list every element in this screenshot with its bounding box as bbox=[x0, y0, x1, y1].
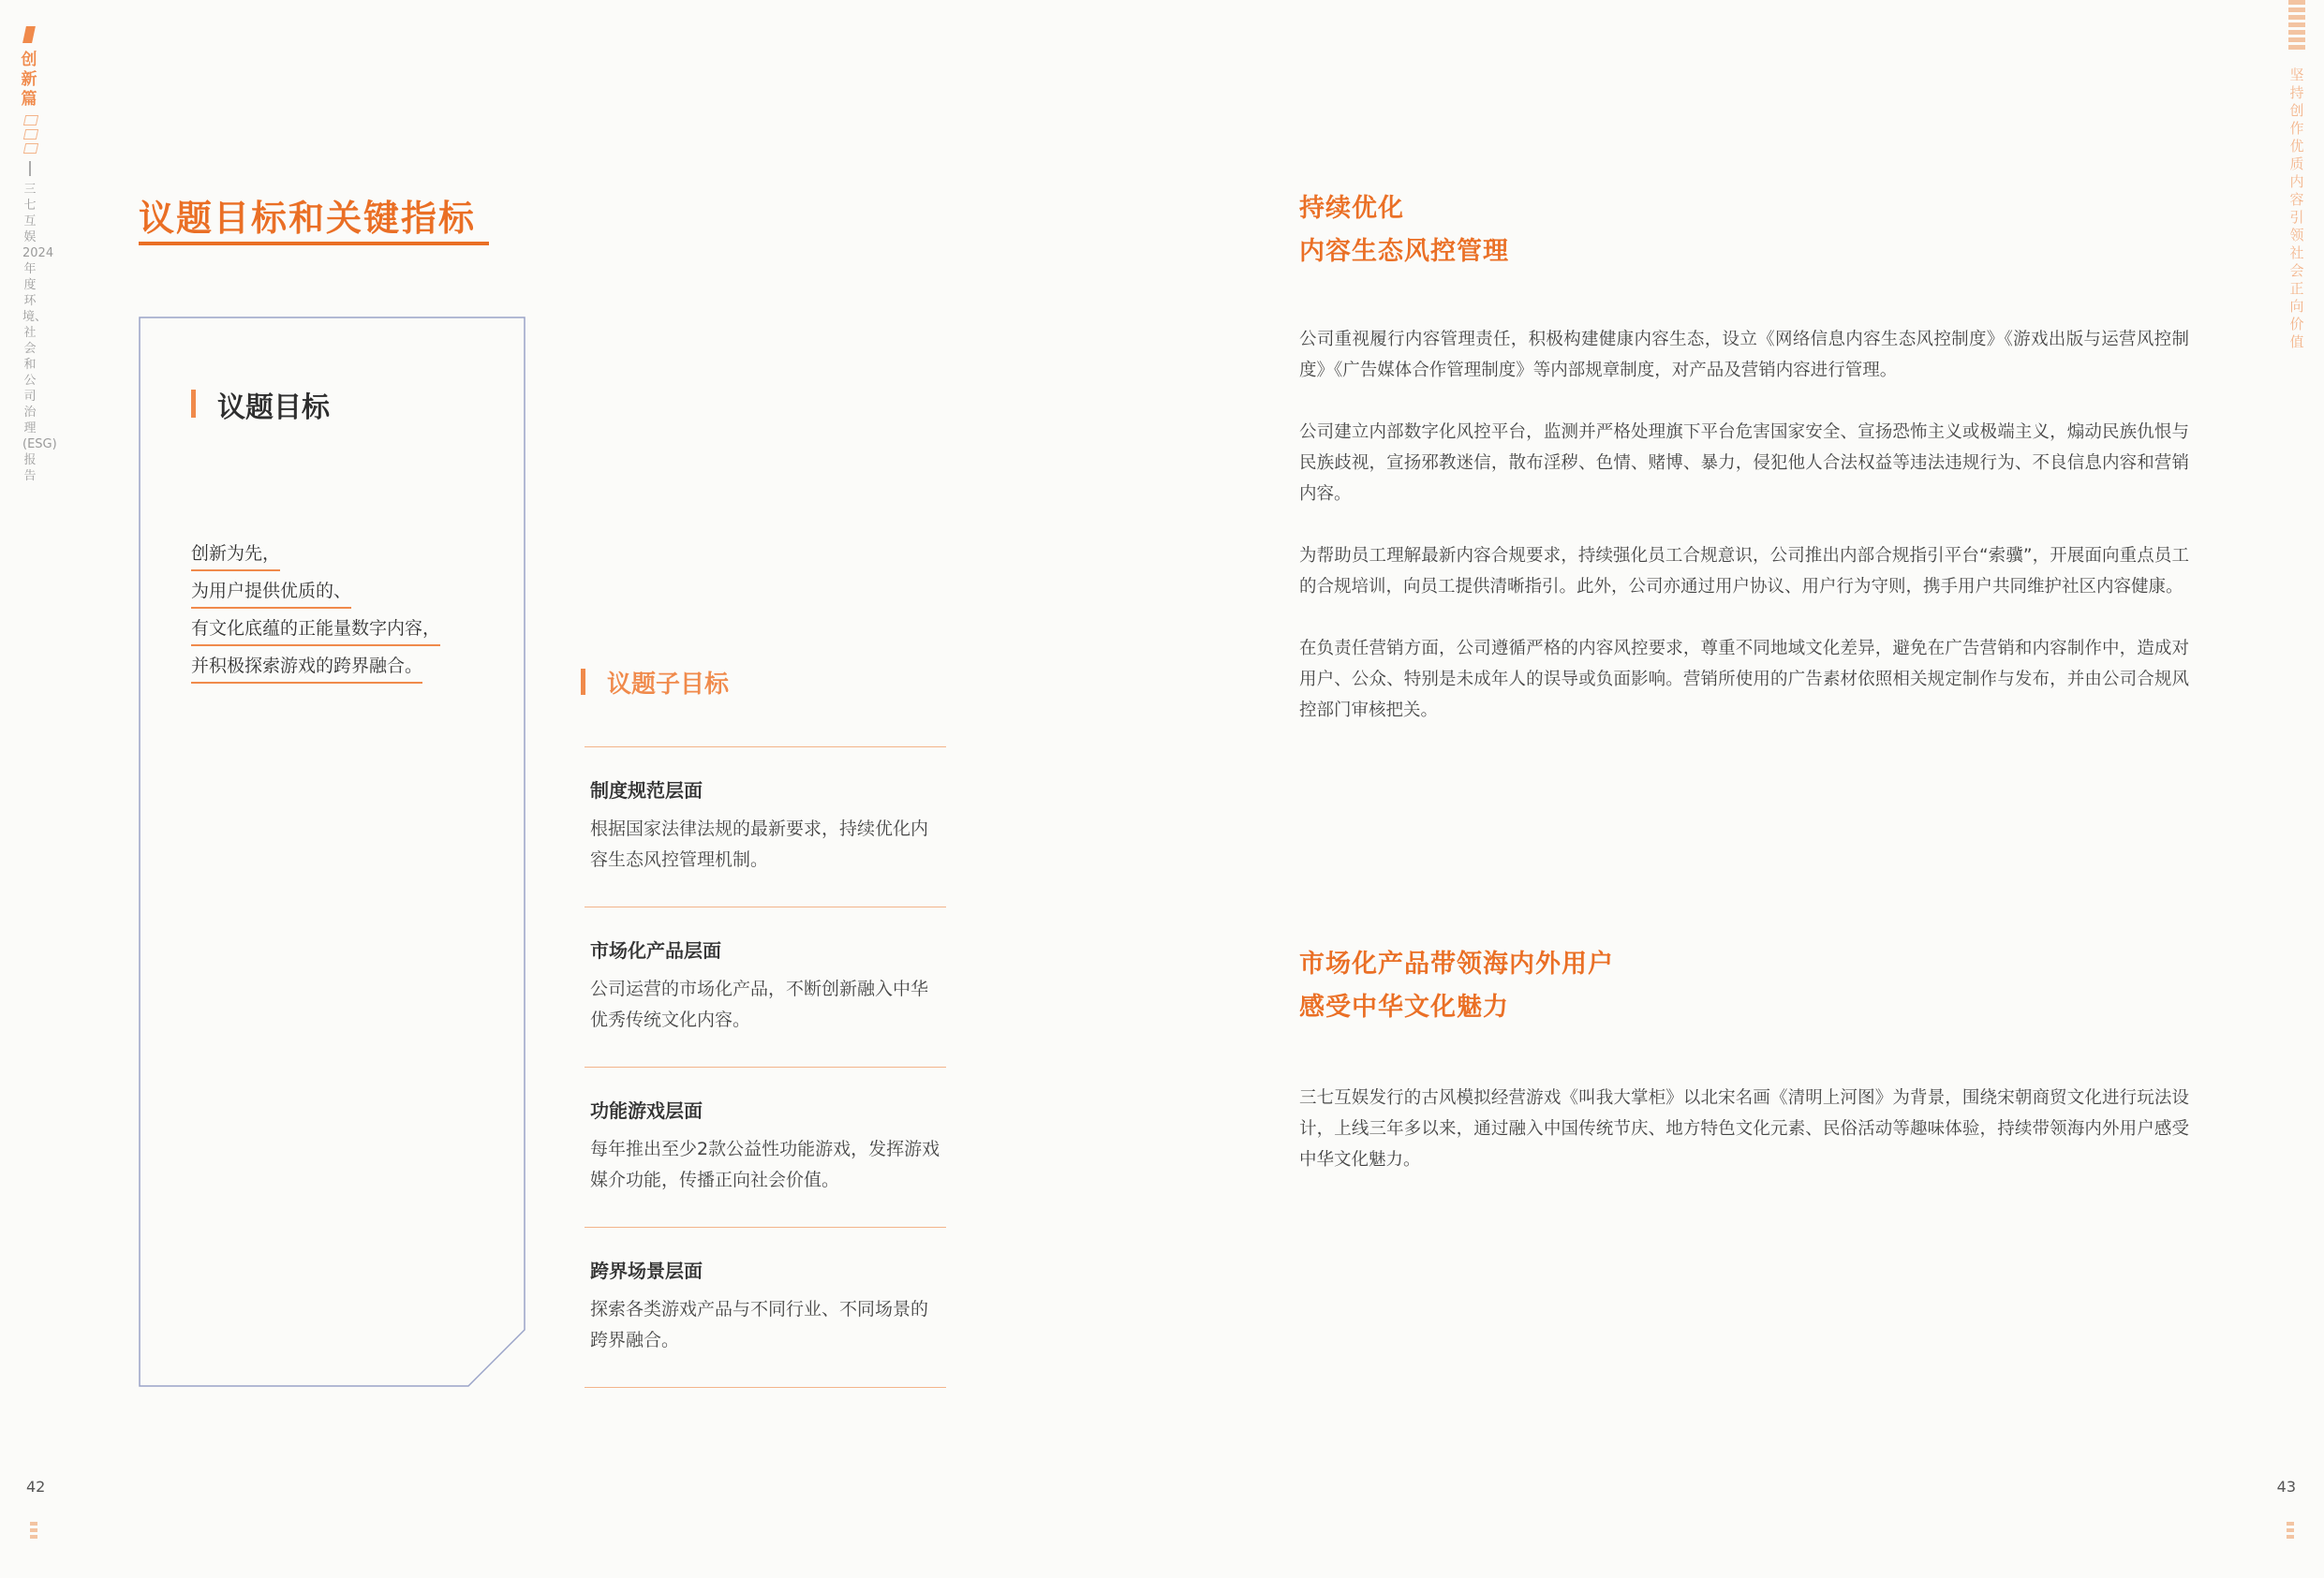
section1-paragraph: 为帮助员工理解最新内容合规要求，持续强化员工合规意识，公司推出内部合规指引平台“索骥”，开展面向重点员工的合规培训，向员工提供清晰指引。此外，公司亦通过用户协议、用户行为守则，携手用户共同维护社区内容健康。 bbox=[1299, 546, 2189, 597]
section2-paragraph: 三七互娱发行的古风模拟经营游戏《叫我大掌柜》以北宋名画《清明上河图》为背景，围绕宋朝商贸文化进行玩法设计，上线三年多以来，通过融入中国传统节庆、地方特色文化元素、民俗活动等趣味体验，持续带领海内外用户感受中华文化魅力。 bbox=[1299, 1088, 2189, 1170]
footer-decoration-right bbox=[2287, 1522, 2296, 1541]
section1-title bbox=[1299, 187, 1509, 273]
rail-accent-mark bbox=[22, 26, 36, 43]
sub-goal-item bbox=[585, 1227, 946, 1388]
goal-line: 有文化底蕴的正能量数字内容， bbox=[191, 616, 440, 646]
goal-line: 为用户提供优质的、 bbox=[191, 579, 351, 609]
goal-card-frame bbox=[139, 317, 526, 1388]
sub-goal-item bbox=[585, 746, 946, 907]
rail-bars-decoration bbox=[2288, 0, 2307, 50]
sub-goals-list bbox=[585, 746, 946, 1388]
section1-paragraph: 公司建立内部数字化风控平台，监测并严格处理旗下平台危害国家安全、宣扬恐怖主义或极端主义，煽动民族仇恨与民族歧视，宣扬邪教迷信，散布淫秽、色情、赌博、暴力，侵犯他人合法权益等违法违规行为、不良信息内容和营销内容。 bbox=[1299, 422, 2189, 504]
sub-goal-name: 跨界场景层面 bbox=[590, 1260, 703, 1282]
sub-goal-desc: 探索各类游戏产品与不同行业、不同场景的跨界融合。 bbox=[590, 1299, 929, 1350]
sub-goal-item bbox=[585, 907, 946, 1067]
goal-heading: 议题目标 bbox=[217, 391, 330, 424]
rail-section-label: 创新篇 bbox=[21, 51, 37, 109]
section1-title-line2: 内容生态风控管理 bbox=[1299, 237, 1509, 266]
goal-line: 创新为先， bbox=[191, 541, 280, 571]
sub-goal-desc: 公司运营的市场化产品，不断创新融入中华优秀传统文化内容。 bbox=[590, 979, 929, 1030]
section2-title-line1: 市场化产品带领海内外用户 bbox=[1299, 950, 1614, 979]
goal-card bbox=[139, 317, 526, 1388]
section1-body bbox=[1299, 324, 2189, 757]
rail-slogan: 坚持创作优质内容 引领社会正向价值 bbox=[2289, 66, 2304, 350]
sub-goal-name: 市场化产品层面 bbox=[590, 939, 721, 962]
rail-outline-decoration bbox=[24, 115, 37, 154]
left-side-rail bbox=[21, 26, 57, 484]
page-number-left: 42 bbox=[26, 1478, 46, 1496]
section2-title-line2: 感受中华文化魅力 bbox=[1299, 993, 1509, 1022]
page-title: 议题目标和关键指标 bbox=[139, 198, 477, 239]
goal-line: 并积极探索游戏的跨界融合。 bbox=[191, 654, 422, 684]
goal-lines bbox=[191, 541, 440, 691]
section2-title bbox=[1299, 943, 1614, 1029]
section1-paragraph: 公司重视履行内容管理责任，积极构建健康内容生态，设立《网络信息内容生态风控制度》《游戏出版与运营风控制度》《广告媒体合作管理制度》等内部规章制度，对产品及营销内容进行管理。 bbox=[1299, 330, 2189, 380]
title-underline bbox=[139, 242, 489, 245]
sub-goals-heading-marker bbox=[581, 669, 585, 695]
footer-decoration-left bbox=[30, 1522, 39, 1541]
page-number-right: 43 bbox=[2276, 1478, 2296, 1496]
sub-goal-item bbox=[585, 1067, 946, 1227]
section1-title-line1: 持续优化 bbox=[1299, 194, 1404, 223]
sub-goal-name: 功能游戏层面 bbox=[590, 1099, 703, 1122]
right-side-rail bbox=[2288, 0, 2307, 351]
rail-report-title: 三七互娱2024年度环境、社会和公司治理(ESG)报告 bbox=[22, 183, 57, 483]
sub-goals-heading: 议题子目标 bbox=[607, 671, 730, 699]
goal-heading-marker bbox=[191, 390, 196, 418]
rail-divider bbox=[29, 161, 31, 176]
sub-goal-desc: 根据国家法律法规的最新要求，持续优化内容生态风控管理机制。 bbox=[590, 818, 929, 870]
sub-goal-desc: 每年推出至少2款公益性功能游戏，发挥游戏媒介功能，传播正向社会价值。 bbox=[590, 1139, 940, 1190]
sub-goal-name: 制度规范层面 bbox=[590, 779, 703, 802]
section2-body bbox=[1299, 1083, 2189, 1206]
section1-paragraph: 在负责任营销方面，公司遵循严格的内容风控要求，尊重不同地域文化差异，避免在广告营销和内容制作中，造成对用户、公众、特别是未成年人的误导或负面影响。营销所使用的广告素材依照相关规定制作与发布，并由公司合规风控部门审核把关。 bbox=[1299, 639, 2189, 720]
